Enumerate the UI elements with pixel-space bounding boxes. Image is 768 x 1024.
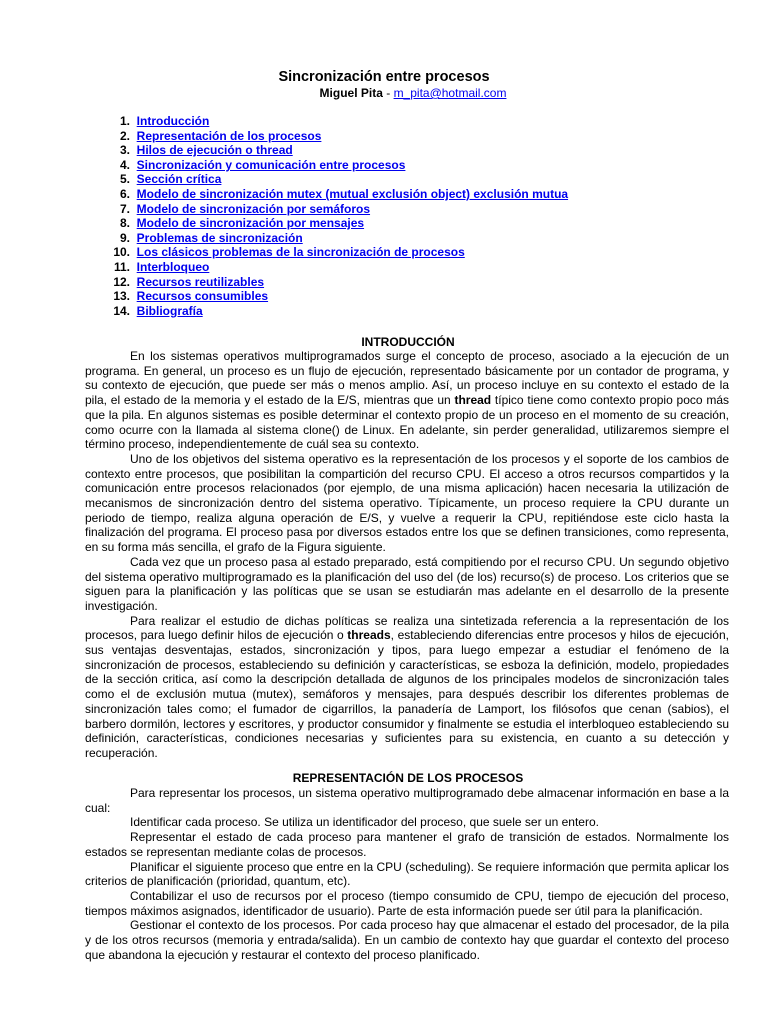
toc-item-number: 5. [119, 172, 130, 187]
toc-item [100, 129, 568, 144]
toc-link[interactable]: Bibliografía [136, 303, 203, 318]
toc-link[interactable]: Hilos de ejecución o thread [136, 143, 293, 158]
toc-item [100, 172, 568, 187]
section-heading-introduccion: INTRODUCCIÓN [361, 335, 455, 349]
toc-link[interactable]: Recursos reutilizables [136, 274, 265, 289]
paragraph: Cada vez que un proceso pasa al estado preparado, está compitiendo por el recurso CPU. Un segundo objetivo del sistema operativo multiprogramado es la planificación del uso del (de los) recurso(s) de proceso. Los criterios que se siguen para la planificación y las políticas que se usan se estudiarán mas adelante en el desarrollo de la presente investigación. [85, 554, 729, 613]
paragraph: Uno de los objetivos del sistema operativo es la representación de los procesos y el soporte de los cambios de contexto entre procesos, que posibilitan la compartición del recurso CPU. El acceso a otros recursos compartidos y la comunicación entre procesos relacionados (por ejemplo, de una misma aplicación) hacen necesaria la utilización de mecanismos de sincronización dentro del sistema operativo. Típicamente, un proceso requiere la CPU durante un periodo de tiempo, realiza alguna operación de E/S, y vuelve a requerir la CPU, repitiéndose este ciclo hasta la finalización del programa. El proceso pasa por diversos estados entre los que se definen transiciones, como representa, en su forma más sencilla, el grafo de la Figura siguiente. [85, 451, 729, 555]
author-line [0, 86, 768, 100]
author-separator: - [382, 86, 394, 100]
toc-item [100, 158, 568, 173]
section-body-introduccion [85, 349, 729, 761]
toc-item-number: 4. [119, 157, 130, 172]
toc-item-number: 10. [113, 245, 130, 260]
toc-item [100, 143, 568, 158]
paragraph: Para representar los procesos, un sistema operativo multiprogramado debe almacenar información en base a la cual: [85, 786, 729, 815]
toc-item [100, 231, 568, 246]
toc-item-number: 14. [113, 303, 130, 318]
toc-item-number: 6. [119, 186, 130, 201]
toc-link[interactable]: Modelo de sincronización por mensajes [136, 216, 365, 231]
toc-item [100, 114, 568, 129]
toc-item [100, 304, 568, 319]
paragraph: Identificar cada proceso. Se utiliza un identificador del proceso, que suele ser un entero. [130, 815, 599, 830]
document-title: Sincronización entre procesos [278, 69, 490, 85]
toc-item-number: 7. [119, 201, 130, 216]
toc-item-number: 11. [113, 259, 130, 274]
toc-link[interactable]: Introducción [136, 114, 210, 128]
toc-link[interactable]: Modelo de sincronización mutex (mutual exclusión object) exclusión mutua [136, 186, 569, 201]
toc-item [100, 289, 568, 304]
paragraph: En los sistemas operativos multiprogramados surge el concepto de proceso, asociado a la ejecución de un programa. En general, un proceso es un flujo de ejecución, representado básicamente por un contador de programa, y su contexto de ejecución, que puede ser más o menos amplio. Así, un proceso incluye en su contexto el estado de la pila, el estado de la memoria y el estado de la E/S, mientras que un thread típico tiene como contexto propio poco más que la pila. En algunos sistemas es posible determinar el contexto propio de un proceso en el momento de su creación, como ocurre con la llamada al sistema clone() de Linux. En adelante, sin perder generalidad, utilizaremos siempre el término proceso, independientemente de cuál sea su contexto. [85, 349, 730, 452]
toc-link[interactable]: Sincronización y comunicación entre procesos [136, 157, 406, 172]
section-heading-representacion: REPRESENTACIÓN DE LOS PROCESOS [292, 771, 524, 785]
toc-link[interactable]: Representación de los procesos [136, 128, 322, 143]
toc-link[interactable]: Modelo de sincronización por semáforos [136, 201, 371, 216]
toc-item [100, 187, 568, 202]
paragraph: Contabilizar el uso de recursos por el proceso (tiempo consumido de CPU, tiempo de ejecución del proceso, tiempos máximos asignados, identificador de usuario). Parte de esta información puede ser útil para la planificación. [85, 888, 729, 918]
toc-item [100, 202, 568, 217]
toc-item [100, 275, 568, 290]
toc-item-number: 1. [119, 114, 130, 128]
toc-item-number: 8. [119, 216, 130, 231]
toc-link[interactable]: Sección crítica [136, 172, 222, 187]
table-of-contents [100, 114, 568, 318]
author-email-link[interactable]: m_pita@hotmail.com [393, 86, 507, 100]
paragraph: Para realizar el estudio de dichas políticas se realiza una sintetizada referencia a la representación de los procesos, para luego definir hilos de ejecución o threads, estableciendo diferencias entre procesos y hilos de ejecución, sus ventajas desventajas, estados, sincronización y tipos, para luego empezar a estudiar el fenómeno de la sincronización de procesos, estableciendo su definición y características, se esboza la definición, modelo, propiedades de la sección critica, así como la descripción detallada de algunos de los principales modelos de sincronización tales como el de exclusión mutua (mutex), semáforos y mensajes, para después describir los diferentes problemas de sincronización tales como; el fumador de cigarrillos, la panadería de Lamport, los filósofos que cenan (sabios), el barbero dormilón, lectores y escritores, y productor consumidor y finalmente se estudia el interbloqueo estableciendo su definición, características, condiciones necesarias y suficientes para su existencia, en cuanto a su detección y recuperación. [85, 613, 729, 760]
toc-item [100, 245, 568, 260]
toc-item-number: 2. [119, 128, 130, 143]
toc-link[interactable]: Los clásicos problemas de la sincronización de procesos [136, 245, 465, 260]
paragraph: Planificar el siguiente proceso que entre en la CPU (scheduling). Se requiere información que permita aplicar los criterios de planificación (prioridad, quantum, etc). [85, 859, 729, 889]
toc-item-number: 9. [119, 230, 130, 245]
toc-item-number: 12. [113, 274, 130, 289]
toc-item-number: 13. [113, 289, 130, 304]
toc-item-number: 3. [119, 143, 130, 158]
toc-link[interactable]: Problemas de sincronización [136, 230, 303, 245]
paragraph: Gestionar el contexto de los procesos. Por cada proceso hay que almacenar el estado del procesador, de la pila y de los otros recursos (memoria y entrada/salida). En un cambio de contexto hay que guardar el contexto del proceso que abandona la ejecución y restaurar el contexto del proceso planificado. [85, 918, 729, 962]
paragraph: Representar el estado de cada proceso para mantener el grafo de transición de estados. Normalmente los estados se representan mediante colas de procesos. [85, 830, 729, 859]
toc-link[interactable]: Recursos consumibles [136, 289, 269, 304]
toc-link[interactable]: Interbloqueo [136, 259, 210, 274]
toc-item [100, 216, 568, 231]
section-body-representacion [85, 786, 729, 962]
author-name: Miguel Pita [319, 86, 383, 100]
toc-item [100, 260, 568, 275]
